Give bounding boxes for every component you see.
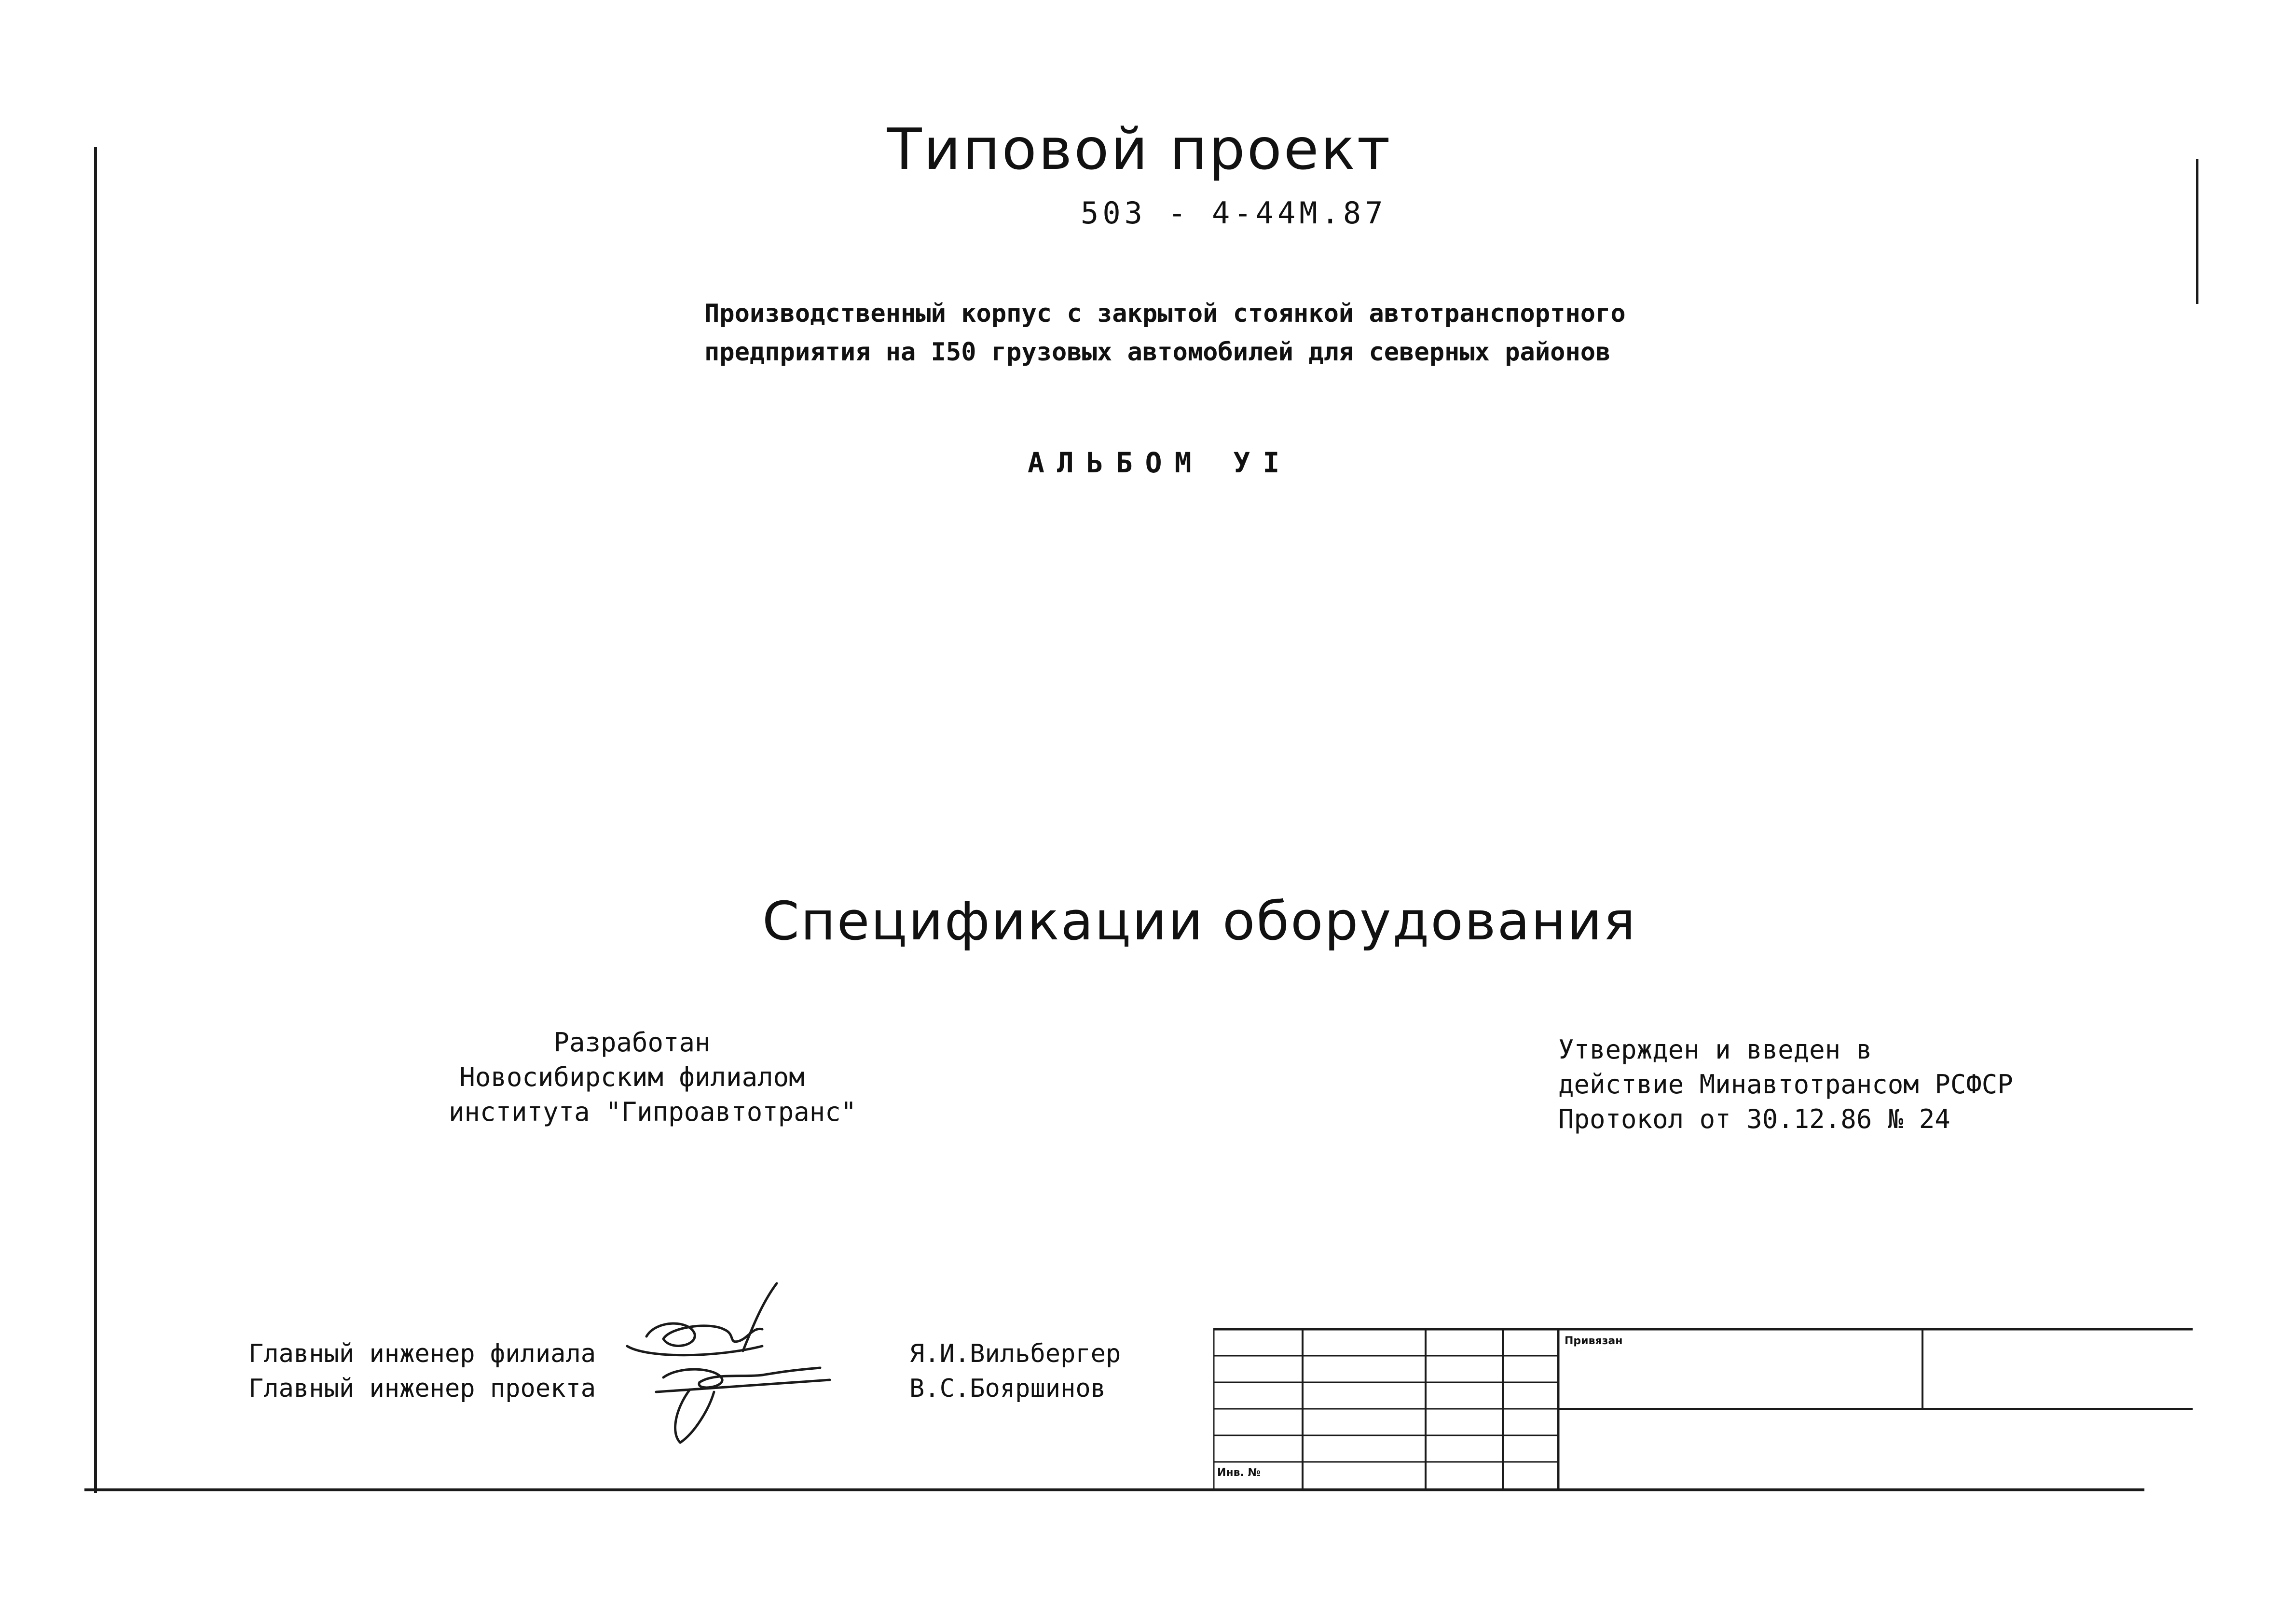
album-number: АЛЬБОМ УI xyxy=(1028,446,1292,479)
developed-by-line-2: Новосибирским филиалом xyxy=(459,1062,805,1092)
project-code: 503 - 4-44М.87 xyxy=(1081,195,1387,231)
project-description-line-1: Производственный корпус с закрытой стоянкой автотранспортного xyxy=(704,299,1626,328)
approval-block xyxy=(1558,1032,2013,1137)
name-chief-engineer-branch: Я.И.Вильбергер xyxy=(909,1339,1121,1368)
name-chief-engineer-project: В.С.Бояршинов xyxy=(909,1374,1106,1403)
developed-by-block xyxy=(449,1025,857,1129)
page-title: Типовой проект xyxy=(887,116,1392,182)
approval-line-3: Протокол от 30.12.86 № 24 xyxy=(1558,1104,1950,1134)
developed-by-line-3: института "Гипроавтотранс" xyxy=(449,1097,857,1127)
approval-line-2: действие Минавтотрансом РСФСР xyxy=(1558,1069,2013,1100)
document-title: Спецификации оборудования xyxy=(762,890,1637,952)
project-description-line-2: предприятия на I50 грузовых автомобилей для северных районов xyxy=(704,338,1611,367)
attached-label: Привязан xyxy=(1565,1335,1623,1347)
inventory-number-label: Инв. № xyxy=(1217,1467,1261,1479)
role-chief-engineer-branch: Главный инженер филиала xyxy=(248,1339,596,1368)
project-description xyxy=(704,294,1626,372)
engineer-names xyxy=(909,1336,1121,1406)
title-block-stamp xyxy=(1213,1324,2193,1488)
handwritten-signature xyxy=(618,1274,859,1457)
engineer-roles xyxy=(248,1336,596,1406)
role-chief-engineer-project: Главный инженер проекта xyxy=(248,1374,596,1403)
stamp-grid xyxy=(1213,1324,2193,1488)
approval-line-1: Утвержден и введен в xyxy=(1558,1034,1872,1065)
developed-by-line-1: Разработан xyxy=(553,1027,711,1058)
bottom-border-line xyxy=(84,1488,2144,1491)
left-border-line xyxy=(94,147,97,1493)
